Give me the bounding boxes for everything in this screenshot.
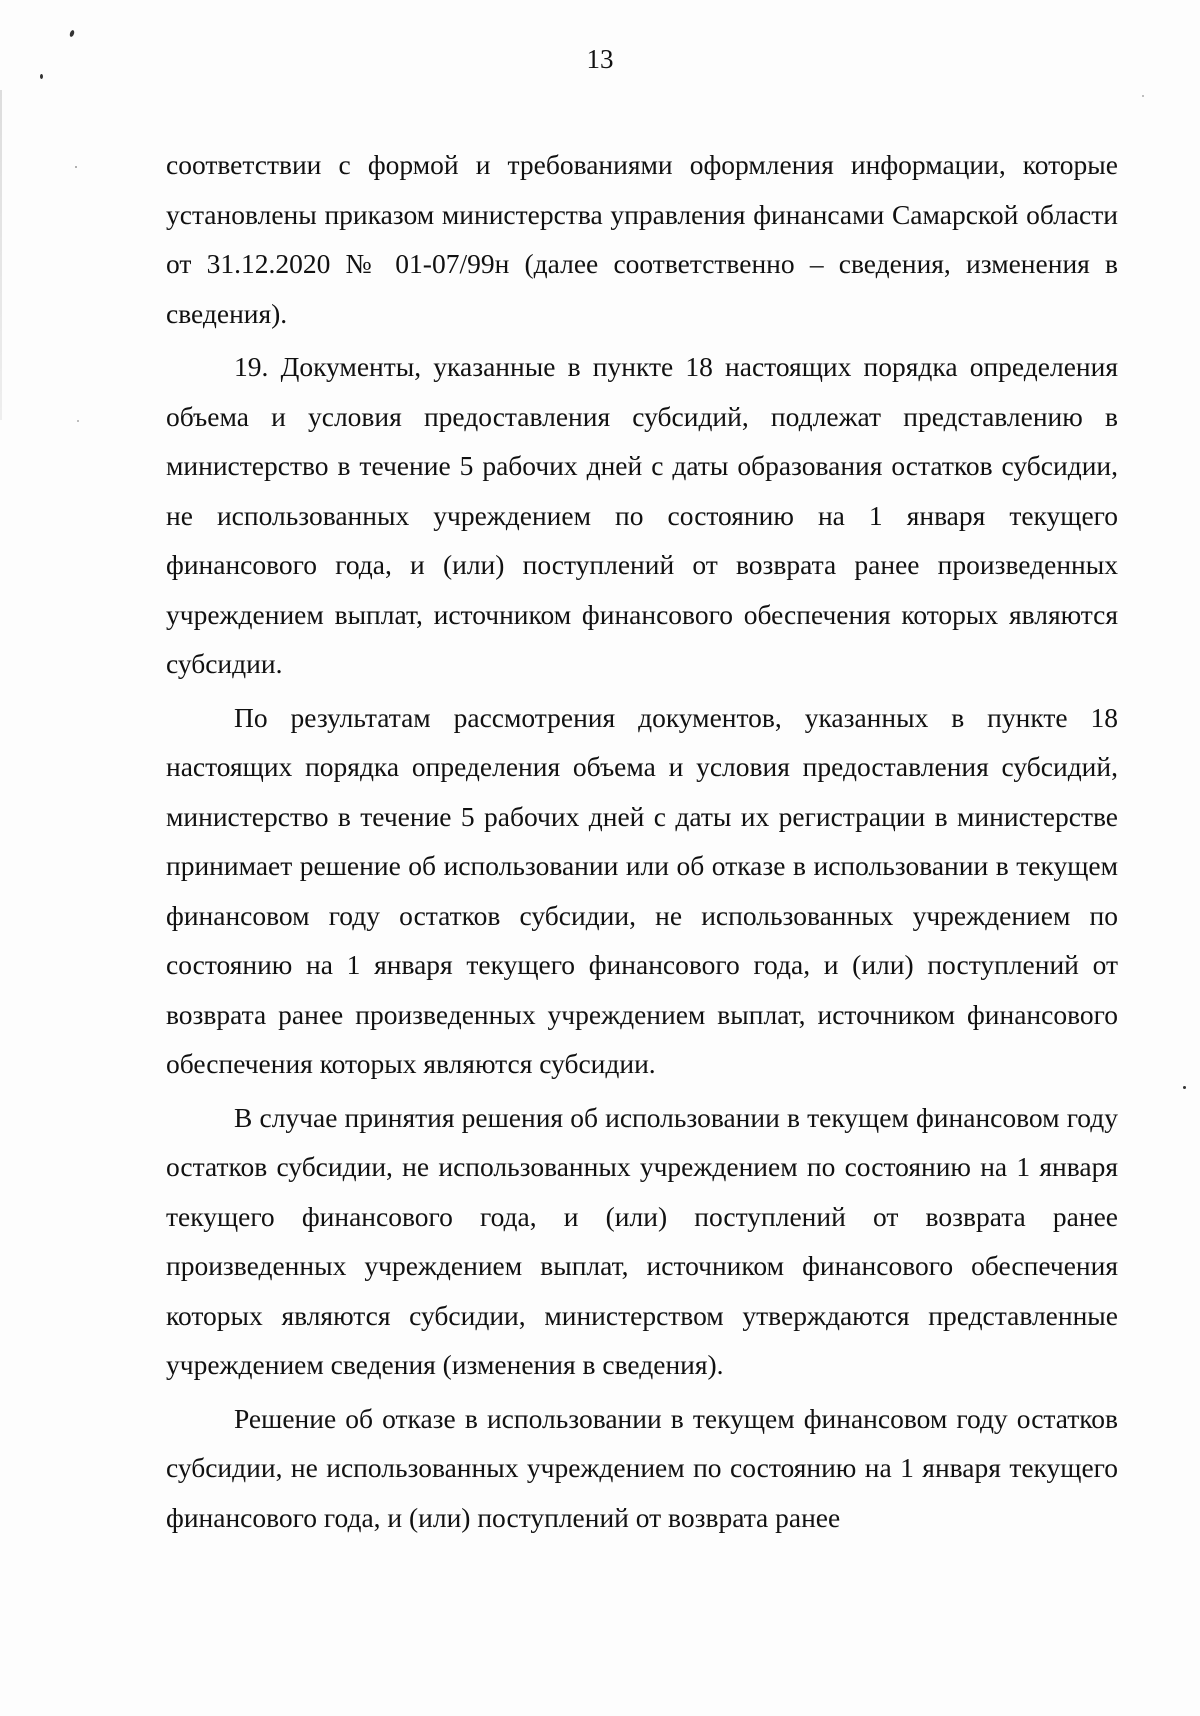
scan-speck [1142, 95, 1144, 97]
scan-speck [1183, 1086, 1186, 1089]
paragraph-item-19: 19. Документы, указанные в пункте 18 настоящих порядка определения объема и условия предоставления субсидий, подлежат представлению в министерство в течение 5 рабочих дней с даты образования остатков субсидии, не использованных учреждением по состоянию на 1 января текущего финансового года, и (или) поступлений от возврата ранее произведенных учреждением выплат, источником финансового обеспечения которых являются субсидии. [166, 351, 1118, 679]
scan-speck [69, 30, 75, 38]
paragraph-continuation: соответствии с формой и требованиями оформления информации, которые установлены приказом министерства управления финансами Самарской области от 31.12.2020 № 01-07/99н (далее соответственно – сведения, изменения в сведения). [166, 149, 1118, 329]
document-body [166, 140, 1118, 1542]
paragraph-decision-use: В случае принятия решения об использовании в текущем финансовом году остатков субсидии, не использованных учреждением по состоянию на 1 января текущего финансового года, и (или) поступлений от возврата ранее произведенных учреждением выплат, источником финансового обеспечения которых являются субсидии, министерством утверждаются представленные учреждением сведения (изменения в сведения). [166, 1101, 1118, 1380]
scan-speck [75, 166, 77, 168]
page-number: 13 [586, 44, 614, 74]
paragraph-decision-refusal: Решение об отказе в использовании в текущем финансовом году остатков субсидии, не использованных учреждением по состоянию на 1 января текущего финансового года, и (или) поступлений от возврата ранее [166, 1402, 1118, 1533]
scan-speck [77, 420, 79, 422]
scan-edge-shadow [0, 90, 2, 420]
paragraph-review-results: По результатам рассмотрения документов, указанных в пункте 18 настоящих порядка определения объема и условия предоставления субсидий, министерство в течение 5 рабочих дней с даты их регистрации в министерстве принимает решение об использовании или об отказе в использовании в текущем финансовом году остатков субсидии, не использованных учреждением по состоянию на 1 января текущего финансового года, и (или) поступлений от возврата ранее произведенных учреждением выплат, источником финансового обеспечения которых являются субсидии. [166, 701, 1118, 1079]
